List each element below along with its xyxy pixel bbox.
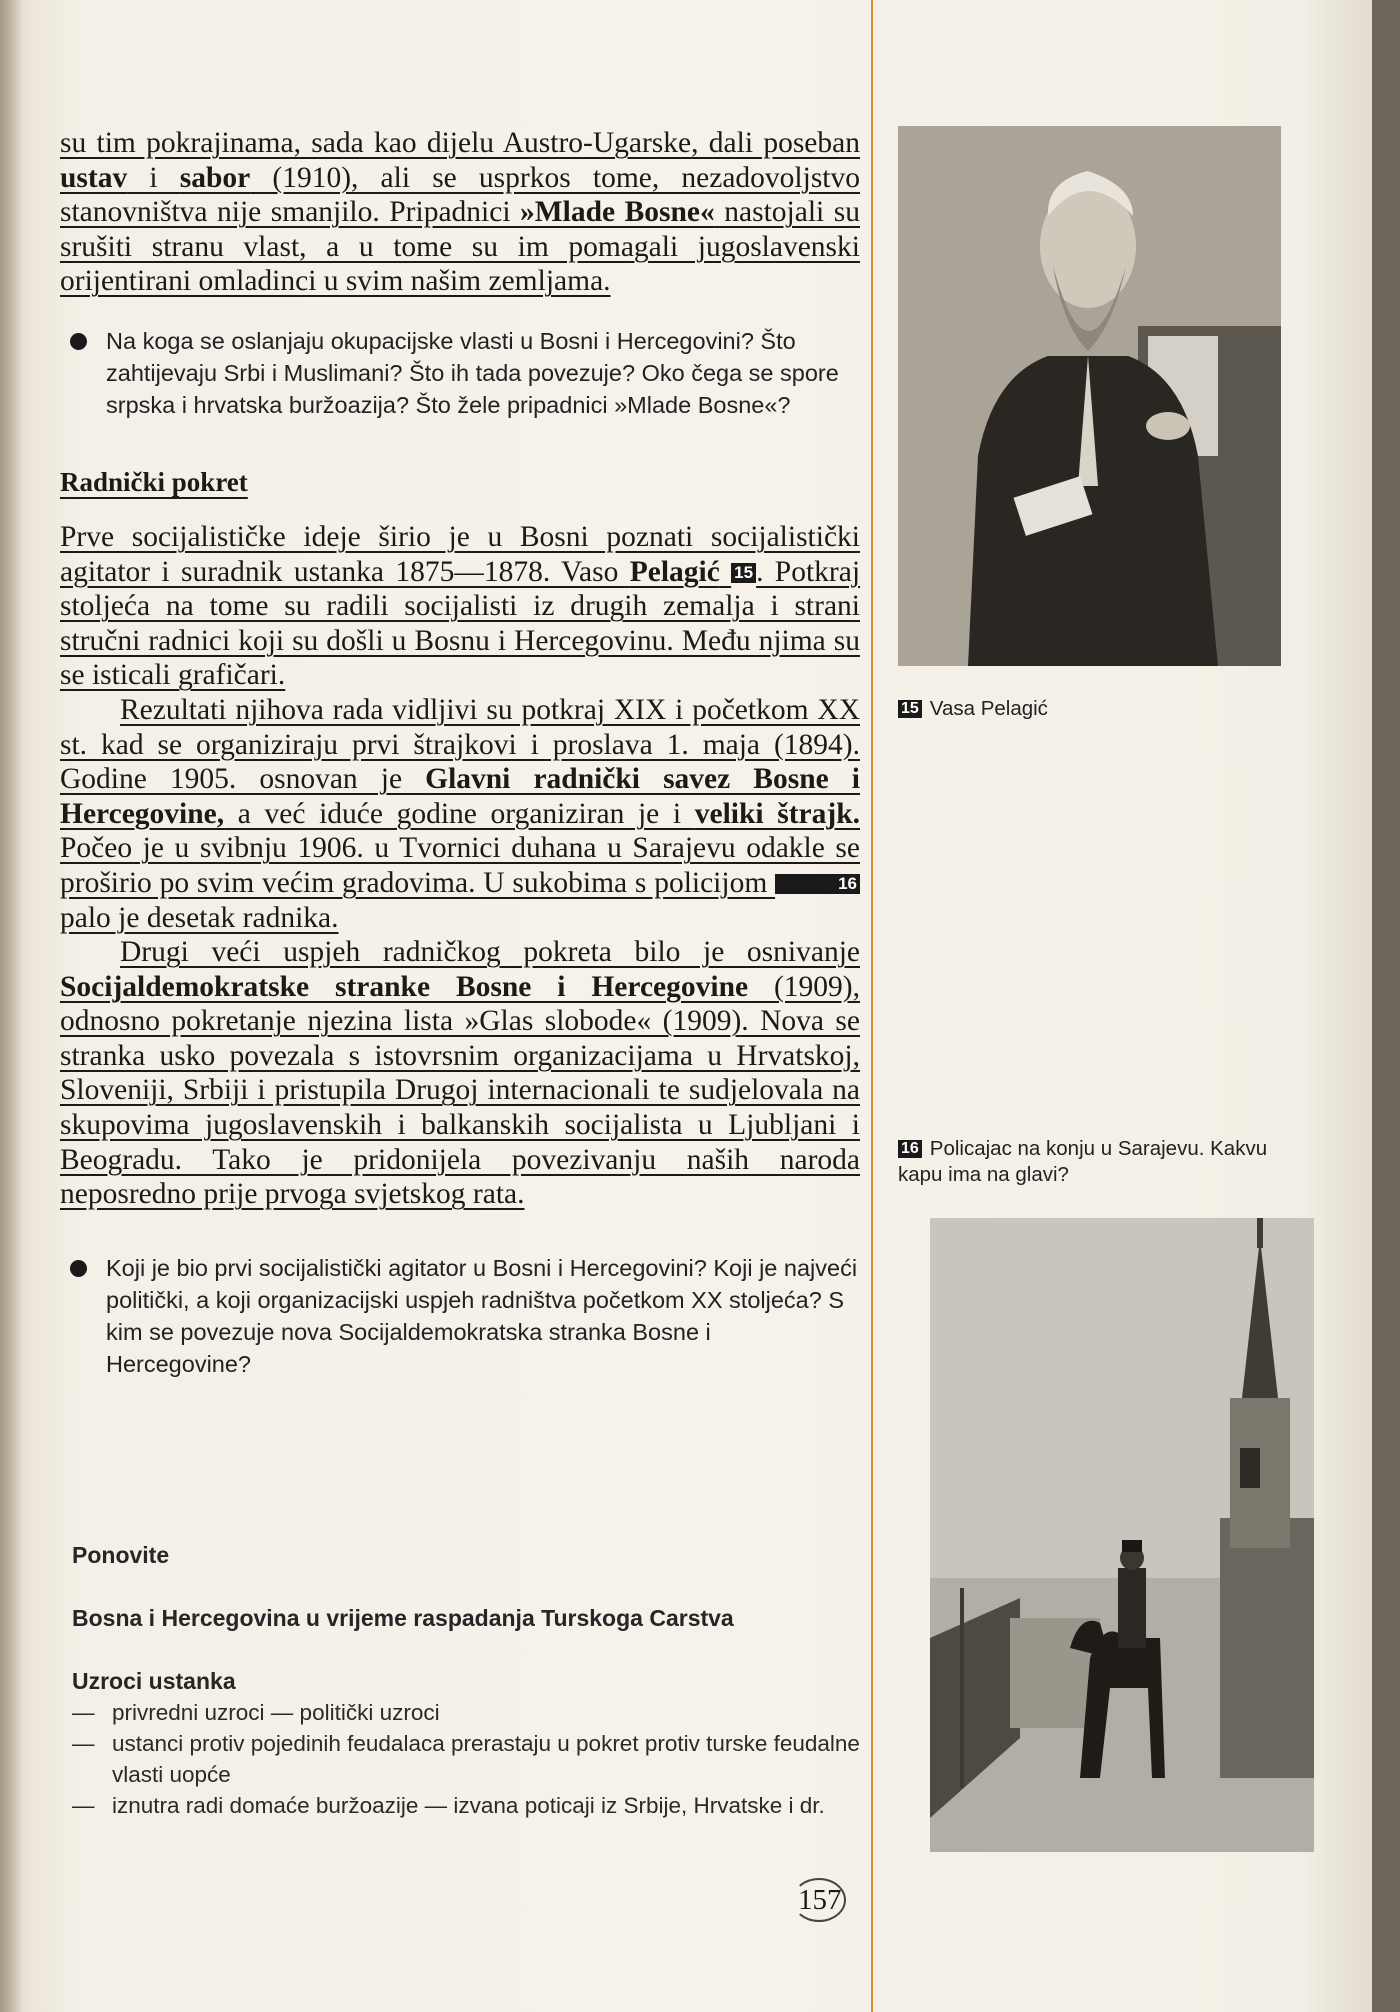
list-item: — iznutra radi domaće buržoazije — izvana poticaji iz Srbije, Hrvatske i dr. (72, 1790, 872, 1821)
figure-ref-badge-15: 15 (731, 563, 756, 583)
summary-subheading: Bosna i Hercegovina u vrijeme raspadanja Turskoga Carstva (72, 1605, 734, 1631)
figure-16-caption-text: Policajac na konju u Sarajevu. Kakvu kapu ima na glavi? (898, 1137, 1268, 1186)
summary-section-title: Uzroci ustanka (72, 1668, 236, 1694)
p1-text-4: nastojali su srušiti stranu vlast, a u tome su im pomagali jugoslavenski orijentirani omladinci u svim našim zemljama. (60, 196, 860, 298)
p4-text-2: (1909), odnosno pokretanje njezina lista »Glas slobode« (1909). Nova se stranka usko povezala s istovrsnim organizacijama u Hrvatskoj, Sloveniji, Srbiji i pristupila Drugoj internacionali te sudjelovala na skupovima jugoslavenskih i balkanskih socijalista u Ljubljani i Beogradu. Tako je pridonijela povezivanju naših naroda neposredno prije prvoga svjetskog rata. (60, 970, 860, 1211)
bullet-icon (70, 333, 87, 350)
paragraph-2 (60, 520, 860, 693)
p2-text-1: Prve socijalističke ideje širio je u Bosni poznati socijalistički agitator i suradnik ustanka 1875—1878. Vaso (60, 520, 860, 588)
street-photo (930, 1218, 1314, 1852)
p1-text-2: i (127, 161, 180, 194)
p2-bold-pelagic: Pelagić (629, 555, 720, 588)
section-heading: Radnički pokret (60, 466, 248, 497)
portrait-illustration (898, 126, 1281, 666)
p4-text-1: Drugi veći uspjeh radničkog pokreta bilo je osnivanje (120, 936, 860, 969)
summary-section (72, 1542, 872, 1821)
p3-bold-strajk: veliki štrajk. (694, 797, 861, 830)
figure-15-badge: 15 (898, 700, 922, 718)
p3-text-4: palo je desetak radnika. (60, 901, 339, 934)
street-scene-illustration (930, 1218, 1314, 1852)
portrait-photo (898, 126, 1281, 666)
question-block-1 (60, 325, 860, 421)
p1-bold-sabor: sabor (179, 161, 251, 194)
p3-bold-savez: Glavni radnički savez Bosne i Hercegovine, (60, 763, 860, 830)
list-item: — ustanci protiv pojedinih feudalaca prerastaju u pokret protiv turske feudalne vlasti uopće (72, 1728, 872, 1790)
figure-15-caption-text: Vasa Pelagić (929, 697, 1048, 720)
figure-16-badge: 16 (898, 1140, 922, 1158)
figure-15-caption (898, 696, 1048, 722)
question-2-text: Koji je bio prvi socijalistički agitator u Bosni i Hercegovini? Koji je najveći politički, a koji organizacijski uspjeh radništva početkom XX stoljeća? S kim se povezuje nova Socijaldemokratska stranka Bosne i Hercegovine? (106, 1254, 858, 1377)
question-block-2 (60, 1252, 860, 1380)
p1-bold-ustav: ustav (60, 161, 128, 194)
list-item: — privredni uzroci — politički uzroci (72, 1697, 872, 1728)
p3-text-1: Rezultati njihova rada vidljivi su potkraj XIX i početkom XX st. kad se organiziraju prvi štrajkovi i proslava 1. maja (1894). Godine 1905. osnovan je (60, 693, 860, 796)
p3-text-2: a već iduće godine organiziran je i (224, 797, 695, 830)
p1-bold-mlade-bosne: »Mlade Bosne« (520, 196, 715, 229)
p3-text-3: Počeo je u svibnju 1906. u Tvornici duhana u Sarajevu odakle se proširio po svim većim gradovima. U sukobima s policijom (60, 832, 860, 899)
page-number: 157 (798, 1884, 842, 1916)
paragraph-3 (60, 693, 860, 935)
summary-list (72, 1697, 872, 1821)
figure-ref-badge-16: 16 (775, 874, 860, 894)
p1-text-3: (1910), ali se usprkos tome, nezadovoljstvo stanovništva nije smanjilo. Pripadnici (60, 161, 860, 229)
figure-16-caption (898, 1136, 1278, 1188)
paragraph-1 (60, 126, 860, 299)
p4-bold-stranka: Socijaldemokratske stranke Bosne i Hercegovine (60, 970, 749, 1003)
question-1-text: Na koga se oslanjaju okupacijske vlasti u Bosni i Hercegovini? Što zahtijevaju Srbi i Muslimani? Što ih tada povezuje? Oko čega se spore srpska i hrvatska buržoazija? Što žele pripadnici »Mlade Bosne«? (106, 327, 839, 418)
p2-text-2: . Potkraj stoljeća na tome su radili socijalisti iz drugih zemalja i strani stručni radnici koji su došli u Bosnu i Hercegovinu. Među njima su se isticali grafičari. (60, 555, 861, 692)
summary-heading: Ponovite (72, 1542, 170, 1568)
p1-text-1: su tim pokrajinama, sada kao dijelu Austro-Ugarske, dali poseban (60, 127, 860, 159)
main-text-column (60, 126, 860, 1380)
paragraph-4 (60, 935, 860, 1212)
bullet-icon (70, 1260, 87, 1277)
